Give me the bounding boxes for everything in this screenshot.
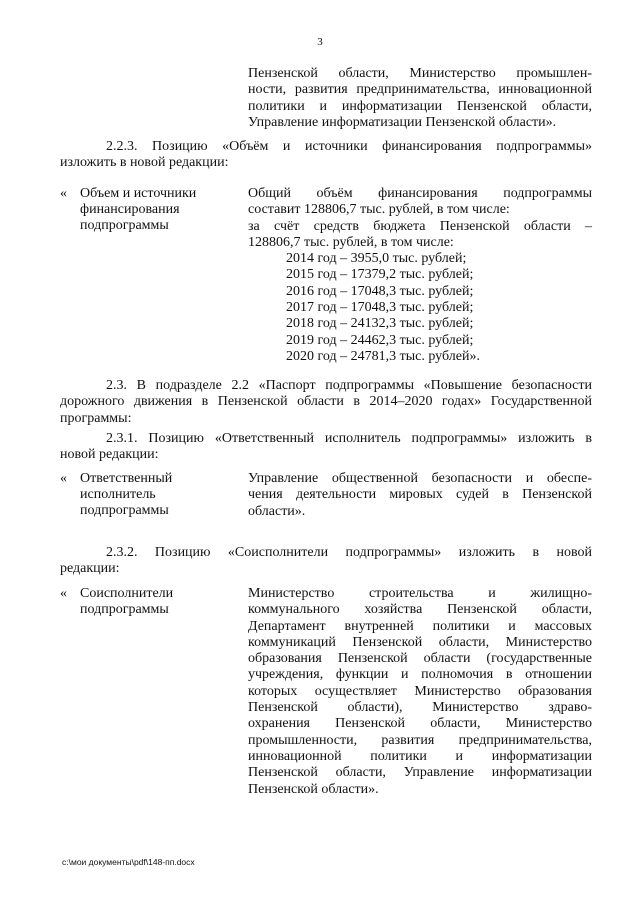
label-line: подпрограммы (80, 218, 169, 233)
text-line: ности, развития предпринимательства, инновационной (248, 82, 592, 98)
text-line: коммуникаций Пензенской области, Министерство (248, 634, 592, 650)
text-line: учреждения, функции и полномочия в отношении (248, 667, 592, 683)
text-line: Пензенской области, Управление информатизации (248, 765, 592, 781)
section-heading: 2.2.3. Позицию «Объём и источники финансирования подпрограммы» (106, 139, 592, 154)
year-line: 2014 год – 3955,0 тыс. рублей; (286, 251, 467, 267)
page-number: 3 (317, 36, 323, 48)
responsible-content (248, 471, 592, 520)
footer-file-path: c:\мои документы\pdf\148-пп.docx (62, 857, 195, 867)
open-quote: « (60, 186, 67, 201)
year-line: 2015 год – 17379,2 тыс. рублей; (286, 267, 474, 283)
text-line: Общий объём финансирования подпрограммы (248, 186, 592, 201)
text-line: области». (248, 503, 306, 519)
label-line: Объем и источники (80, 186, 197, 201)
text-line: Департамент внутренней политики и массовых (248, 618, 592, 634)
section-2-3-1 (60, 431, 592, 464)
text-line: промышленности, развития предпринимательства, (248, 732, 592, 748)
label-line: Соисполнители (80, 586, 174, 601)
top-continuation (248, 66, 592, 131)
text-line: которых осуществляет Министерство образования (248, 683, 592, 699)
text-line: дорожного движения в Пензенской области в 2014–2020 годах» Государственной (60, 394, 592, 410)
label-line: подпрограммы (80, 503, 169, 518)
text-line: новой редакции: (60, 447, 159, 463)
section-heading: 2.3. В подразделе 2.2 «Паспорт подпрограммы «Повышение безопасности (106, 378, 592, 393)
text-line: Пензенской области), Министерство здраво- (248, 700, 592, 716)
section-2-3-2 (60, 545, 592, 578)
section-2-2-3 (60, 139, 592, 172)
text-line: политики и информатизации Пензенской области, (248, 98, 592, 114)
year-line: 2017 год – 17048,3 тыс. рублей; (286, 300, 474, 316)
text-line: Пензенской области, Министерство промышлен- (248, 66, 592, 81)
text-line: 128806,7 тыс. рублей, в том числе: (248, 234, 454, 250)
year-line: 2019 год – 24462,3 тыс. рублей; (286, 332, 474, 348)
text-line: охранения Пензенской области, Министерство (248, 716, 592, 732)
text-line: составит 128806,7 тыс. рублей, в том числе: (248, 202, 510, 218)
text-line: редакции: (60, 561, 120, 577)
text-line: Министерство строительства и жилищно- (248, 586, 592, 601)
text-line: программы: (60, 410, 132, 426)
financing-content (248, 186, 592, 365)
text-line: за счёт средств бюджета Пензенской области – (248, 218, 592, 234)
responsible-label (80, 471, 240, 519)
coexecutors-content (248, 586, 592, 798)
label-line: подпрограммы (80, 602, 169, 617)
label-line: финансирования (80, 202, 180, 217)
label-line: Ответственный (80, 471, 173, 486)
text-line: инновационной политики и информатизации (248, 748, 592, 764)
coexecutors-label (80, 586, 240, 618)
text-line: Управление информатизации Пензенской области». (248, 114, 557, 130)
year-line: 2016 год – 17048,3 тыс. рублей; (286, 283, 474, 299)
section-heading: 2.3.1. Позицию «Ответственный исполнитель подпрограммы» изложить в (106, 431, 592, 446)
text-line: образования Пензенской области (государственные (248, 651, 592, 667)
financing-label (80, 186, 240, 234)
open-quote: « (60, 471, 67, 486)
year-line: 2018 год – 24132,3 тыс. рублей; (286, 316, 474, 332)
year-line: 2020 год – 24781,3 тыс. рублей». (286, 348, 480, 364)
section-heading: 2.3.2. Позицию «Соисполнители подпрограммы» изложить в новой (106, 545, 592, 560)
text-line: Пензенской области». (248, 781, 379, 797)
text-line: чения деятельности мировых судей в Пензенской (248, 487, 592, 503)
label-line: исполнитель (80, 487, 156, 502)
text-line: Управление общественной безопасности и обеспе- (248, 471, 592, 486)
text-line: коммунального хозяйства Пензенской области, (248, 602, 592, 618)
text-line: изложить в новой редакции: (60, 155, 229, 171)
section-2-3 (60, 378, 592, 427)
open-quote: « (60, 586, 67, 601)
